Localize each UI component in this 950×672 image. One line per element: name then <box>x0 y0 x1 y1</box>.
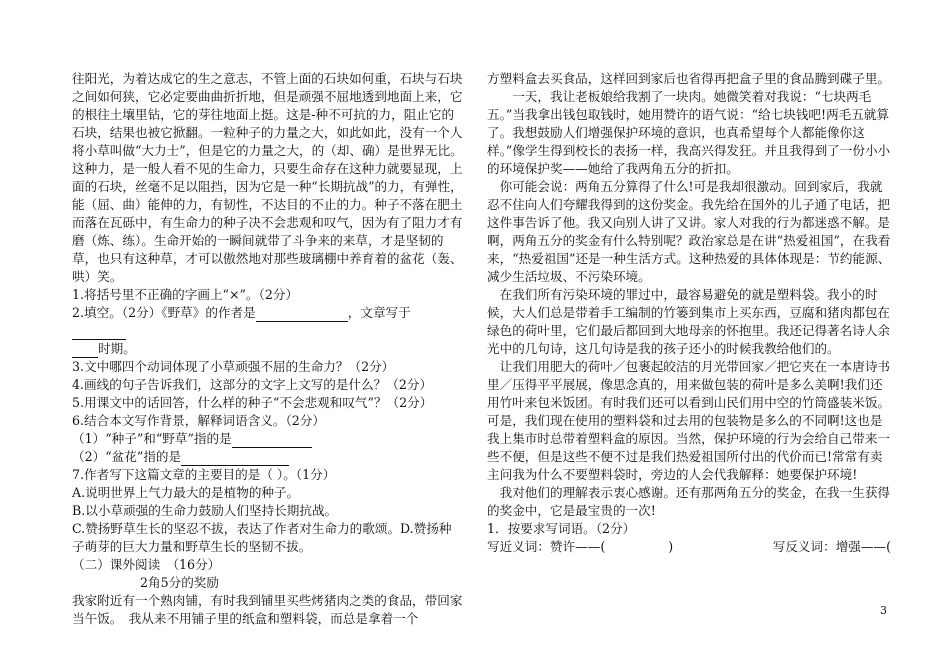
synonym-prompt: 写近义词：赞许——( ) <box>487 539 674 554</box>
passage-text: 往阳光，为着达成它的生之意志，不管上面的石块如何重，石块与石块之间如何狭，它必定要曲曲折折地，但是顽强不屈地透到地面上来，它的根往土壤里钻，它的芽往地面上挺。这是-种不可抗的力，阻止它的石块，结果也被它掀翻。一粒种子的力量之大，如此如此，没有一个人将小草叫做“大力士”，但是它的力量之大，的（却、确）是世界无比。这种力，是一般人看不见的生命力，只要生命存在这种力就要显现，上面的石块，丝毫不足以阻挡，因为它是一种“长期抗战”的力，有弹性，能（屈、曲）能伸的力，有韧性，不达目的不止的力。种子不落在肥土而落在瓦砾中，有生命力的种子决不会悲观和叹气，因为有了阻力才有磨（炼、练）。生命开始的一瞬间就带了斗争来的来草，才是坚韧的草，也只有这种草，才可以傲然地对那些玻璃棚中养育着的盆花（轰、哄）笑。 <box>72 71 463 284</box>
story-paragraph: 一天，我让老板娘给我割了一块肉。她微笑着对我说：“七块两毛五。”当我拿出钱包取钱时，她用赞许的语气说：“给七块钱吧!两毛五就算了。我想鼓励人们增强保护环境的意识，也真希望每个人都能像你这样。”像学生得到校长的表扬一样，我高兴得发狂。并且我得到了一份小小的环境保护奖——她给了我两角五分的折扣。 <box>487 89 891 176</box>
question-4: 4.画线的句子告诉我们，这部分的文字上文写的是什么？（2分） <box>72 377 433 392</box>
story-paragraph: 我对他们的理解表示衷心感谢。还有那两角五分的奖金，在我一生获得的奖金中，它是最宝贵的一次! <box>487 485 890 518</box>
story-title: 2角5分的奖励 <box>140 575 219 590</box>
story-paragraph: 你可能会说：两角五分算得了什么!可是我却很激动。回到家后，我就忍不住向人们夸耀我得到的这份奖金。我先给在国外的儿子通了电话，把这件事告诉了他。我又向别人讲了又讲。家人对我的行为都迷惑不解。是啊，两角五分的奖金有什么特别呢？政治家总是在讲“热爱祖国”，在我看来，“热爱祖国”还是一种生活方式。这种热爱的具体体现是：节约能源、减少生活垃圾、不污染环境。 <box>487 179 891 284</box>
question-3: 3.文中哪四个动词体现了小草顽强不屈的生命力？（2分） <box>72 359 395 374</box>
option-b: B.以小草顽强的生命力鼓励人们坚持长期抗战。 <box>72 503 338 518</box>
right-column <box>487 70 922 556</box>
story-paragraph: 方塑料盒去买食品，这样回到家后也省得再把盒子里的食品腾到碟子里。 <box>487 71 890 86</box>
question-6-1 <box>72 430 464 448</box>
option-c-d: C.赞扬野草生长的坚忍不拔，表达了作者对生命力的歌颂。D.赞扬种子萌芽的巨大力量和野草生长的坚韧不拔。 <box>72 521 452 554</box>
question-6-2-text: （2）“盆花”指的是 <box>72 449 182 464</box>
question-2 <box>72 304 464 358</box>
answer-blank[interactable] <box>72 343 98 358</box>
question-1: 1.将括号里不正确的字画上“×”。（2分） <box>72 287 299 302</box>
question-6: 6.结合本文写作背景，解释词语含义。（2分） <box>72 413 326 428</box>
answer-blank[interactable] <box>232 433 312 448</box>
question-2-text-b: ，文章写于 <box>347 305 411 320</box>
question-5: 5.用课文中的话回答，什么样的种子“不会悲观和叹气”？（2分） <box>72 395 433 410</box>
option-a: A.说明世界上气力最大的是植物的种子。 <box>72 485 300 500</box>
answer-blank[interactable] <box>72 325 126 340</box>
section-heading: （二）课外阅读 （16分） <box>72 557 221 572</box>
question-1-right: 1．按要求写词语。（2分） <box>487 521 636 536</box>
question-6-1-text: （1）“种子”和“野草”指的是 <box>72 431 232 446</box>
answer-blank[interactable] <box>181 451 289 466</box>
story-paragraph: 在我们所有污染环境的罪过中，最容易避免的就是塑料袋。我小的时候，大人们总是带着手工编制的竹篓到集市上买东西，豆腐和猪肉都包在绿色的荷叶里，它们最后都回到大地母亲的怀抱里。我还记得著名诗人余光中的几句诗，这几句诗是我的孩子还小的时候我教给他们的。 <box>487 287 890 356</box>
page-number: 3 <box>880 604 887 617</box>
story-text-start: 我家附近有一个熟肉铺，有时我到铺里买些烤猪肉之类的食品，带回家当午饭。 我从来不用铺子里的纸盒和塑料袋，而总是拿着一个 <box>72 593 463 626</box>
left-column <box>72 70 464 628</box>
word-question-row <box>487 538 891 556</box>
antonym-prompt: 写反义词：增强——( <box>772 539 891 554</box>
question-2-text-c: 时期。 <box>98 341 136 356</box>
question-6-2 <box>72 448 464 466</box>
answer-blank[interactable] <box>256 307 348 322</box>
story-paragraph: 让我们用肥大的荷叶／包裹起皎洁的月光带回家／把它夹在一本唐诗书里／压得平平展展，像思念真的，用来做包装的荷叶是多么美啊!我们还用竹叶来包米饭团。有时我们还可以看到山民们用中空的竹筒盛装米饭。 可是，我们现在使用的塑料袋和过去用的包装物是多么的不同啊!这也是我上集市时总带着塑料盒的原因。当然，保护环境的行为会给自己带来一些不便，但是这些不便不过是我们热爱祖国所付出的代价而已!常常有卖主问我为什么不要塑料袋时，旁边的人会代我解释：她要保护环境! <box>487 359 922 482</box>
question-2-text-a: 2.填空。（2分）《野草》的作者是 <box>72 305 256 320</box>
question-7: 7.作者写下这篇文章的主要目的是（ ）。（1分） <box>72 467 336 482</box>
